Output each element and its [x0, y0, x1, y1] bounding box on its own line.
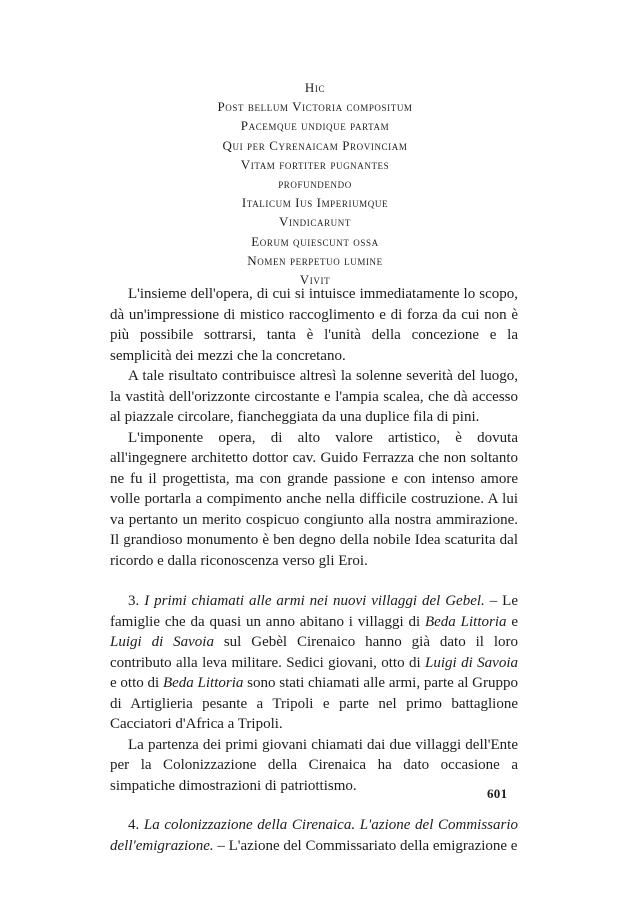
page-number: 601 — [487, 786, 508, 801]
section-3-text: sono stati chiamati alle armi, parte al Gruppo di Artiglieria pesante a Tripoli e parte nel primo battaglione Cacciatori d'Africa a Tripoli. — [110, 675, 518, 732]
inscription-line: Eorum quiescunt ossa — [251, 233, 379, 249]
section-3-number: 3. — [128, 593, 140, 609]
section-3-text: – Le famiglie che da quasi un anno abitano i villaggi di — [110, 593, 518, 630]
section-3-paragraph — [110, 591, 518, 735]
section-4-paragraph — [110, 815, 518, 856]
inscription-line: Post bellum Victoria compositum — [217, 99, 413, 115]
place-name: Luigi di Savoia — [425, 654, 518, 671]
inscription-line: Pacemque undique partam — [240, 118, 390, 134]
paragraph-setting: A tale risultato contribuisce altresì la solenne severità del luogo, la vastità dell'orizzonte circostante e l'ampia scalea, che dà accesso al piazzale circolare, fiancheggiata da una duplice fila di pini. — [110, 368, 518, 425]
section-3-text: e — [506, 613, 518, 630]
inscription-line: Vitam fortiter pugnantes — [240, 156, 390, 172]
paragraph-unity: L'insieme dell'opera, di cui si intuisce immediatamente lo scopo, dà un'impressione di mistico raccoglimento e di forza da cui non è più possibile sottrarsi, tanta è l'unità della concezione e la semplicità dei mezzi che la concretano. — [110, 286, 518, 364]
paragraph-departure: La partenza dei primi giovani chiamati dai due villaggi dell'Ente per la Colonizzazione della Cirenaica ha dato occasione a simpatiche dimostrazioni di patriottismo. — [110, 736, 518, 794]
inscription-line: Hic — [304, 80, 326, 95]
inscription-line: profundendo — [278, 176, 352, 192]
section-3-text: e otto di — [110, 675, 163, 691]
section-4-title: La colonizzazione della Cirenaica. L'azione del Commissario dell'emigrazione. — [110, 817, 519, 854]
section-3-title: I primi chiamati alle armi nei nuovi villaggi del Gebel. — [144, 593, 485, 609]
paragraph-architect: L'imponente opera, di alto valore artistico, è dovuta all'ingegnere architetto dottor cav. Guido Ferrazza che non soltanto ne fu il progettista, ma con grande passione e con intenso amore volle portarla a compimento anche nella difficile costruzione. A lui va pertanto un merito cospicuo congiunto alla nostra ammirazione. Il grandioso monumento è ben degno della nobile Idea scaturita dal ricordo e dalla riconoscenza verso gli Eroi. — [110, 429, 518, 569]
section-4-text: – L'azione del Commissariato della emigrazione e — [213, 837, 518, 854]
section-4-number: 4. — [128, 817, 140, 833]
inscription-line: Italicum Ius Imperiumque — [241, 195, 389, 211]
inscription-line: Vivit — [299, 272, 331, 288]
inscription-line: Qui per Cyrenaicam Provinciam — [222, 137, 408, 153]
place-name: Beda Littoria — [424, 613, 507, 630]
section-3-text: sul Gebèl Cirenaico hanno già dato il loro contributo alla leva militare. Sedici giovani, otto di — [110, 634, 518, 671]
place-name: Beda Littoria — [162, 675, 244, 691]
inscription-line: Nomen perpetuo lumine — [247, 252, 383, 268]
body-text — [110, 284, 518, 856]
latin-inscription — [100, 78, 530, 289]
place-name: Luigi di Savoia — [110, 634, 214, 650]
inscription-line: Vindicarunt — [279, 214, 351, 230]
